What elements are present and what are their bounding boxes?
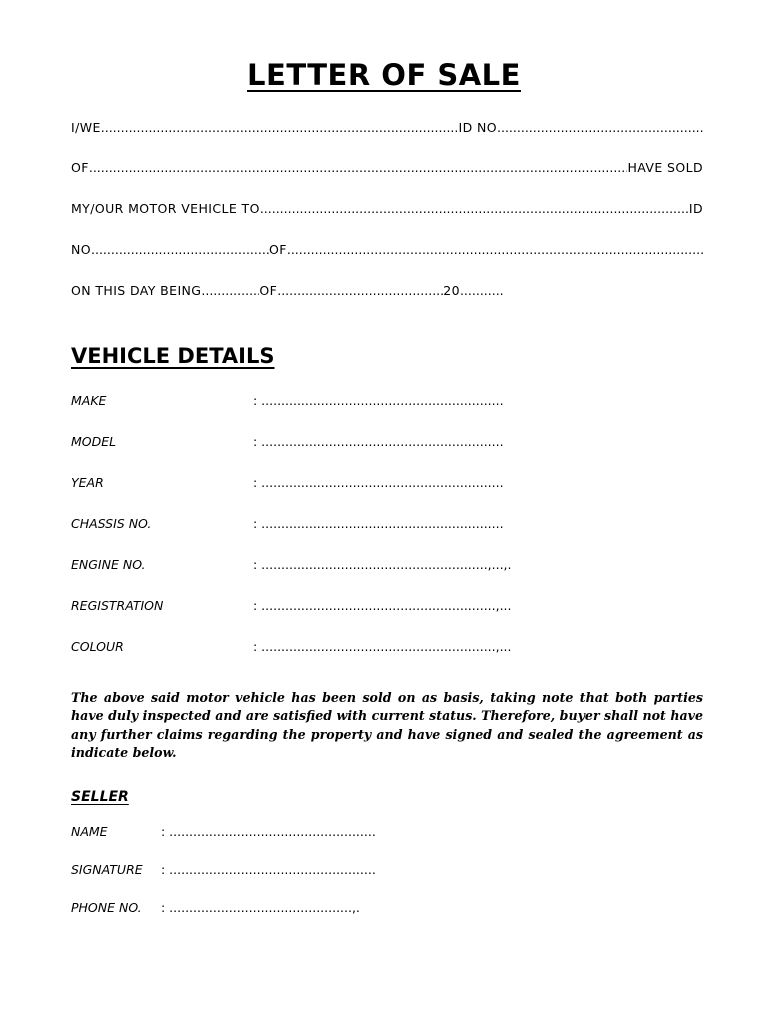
sale-statement-paragraph: The above said motor vehicle has been sold on as basis, taking note that both parties have duly inspected and are satisfied with current status. Therefore, buyer shall not have any further claims regarding the property and have signed and sealed the agreement as indicate below. — [71, 690, 703, 760]
page-title — [0, 58, 768, 92]
field-label: CHASSIS NO. — [71, 516, 152, 531]
field-label: MODEL — [71, 434, 117, 449]
blank-buyer-field — [260, 201, 689, 216]
field-label: COLOUR — [71, 639, 124, 654]
field-value: : .................................................... — [161, 862, 376, 877]
intro-label-day-being: ON THIS DAY BEING — [71, 283, 202, 298]
blank-year-field — [460, 283, 503, 298]
field-label: NAME — [71, 824, 108, 839]
page-title-text: LETTER OF SALE — [247, 58, 521, 92]
field-label: MAKE — [71, 393, 107, 408]
field-label: SIGNATURE — [71, 862, 143, 877]
intro-label-id: ID — [688, 201, 703, 216]
intro-line-buyer-id — [71, 120, 703, 135]
blank-buyer-address-field — [287, 242, 703, 257]
blank-buyer-id-field — [91, 242, 269, 257]
intro-label-vehicle-to: MY/OUR MOTOR VEHICLE TO — [71, 201, 260, 216]
field-value: : ............................................................. — [253, 516, 504, 531]
field-label: PHONE NO. — [71, 900, 142, 915]
blank-month-field — [277, 283, 443, 298]
intro-label-iwe: I/WE — [71, 120, 101, 135]
field-value: : ............................................................. — [253, 475, 504, 490]
field-value: : ............................................................. — [253, 393, 504, 408]
field-label: REGISTRATION — [71, 598, 164, 613]
field-label: YEAR — [71, 475, 104, 490]
field-value: : .........................................................,...,. — [253, 557, 512, 572]
seller-heading: SELLER — [71, 789, 129, 805]
intro-line-date — [71, 283, 503, 298]
intro-label-of-3: OF — [259, 283, 278, 298]
intro-line-vehicle-to — [71, 201, 703, 216]
field-value: : ...........................................................,... — [253, 639, 512, 654]
blank-id-field — [497, 120, 703, 135]
intro-line-no-of — [71, 242, 703, 257]
intro-line-of-have-sold — [71, 160, 703, 175]
intro-label-year-prefix: 20 — [443, 283, 460, 298]
blank-day-field — [201, 283, 259, 298]
intro-label-of: OF — [71, 160, 89, 175]
field-value: : ............................................................. — [253, 434, 504, 449]
intro-label-of-2: OF — [269, 242, 287, 257]
field-label: ENGINE NO. — [71, 557, 146, 572]
field-value: : .................................................... — [161, 824, 376, 839]
intro-label-id-no: ID NO — [458, 120, 497, 135]
field-value: : ..............................................,. — [161, 900, 360, 915]
field-value: : ...........................................................,... — [253, 598, 512, 613]
blank-address-field — [89, 160, 628, 175]
vehicle-details-heading: VEHICLE DETAILS — [71, 344, 275, 368]
intro-label-no: NO — [71, 242, 91, 257]
intro-label-have-sold: HAVE SOLD — [627, 160, 703, 175]
blank-name-field — [101, 120, 459, 135]
